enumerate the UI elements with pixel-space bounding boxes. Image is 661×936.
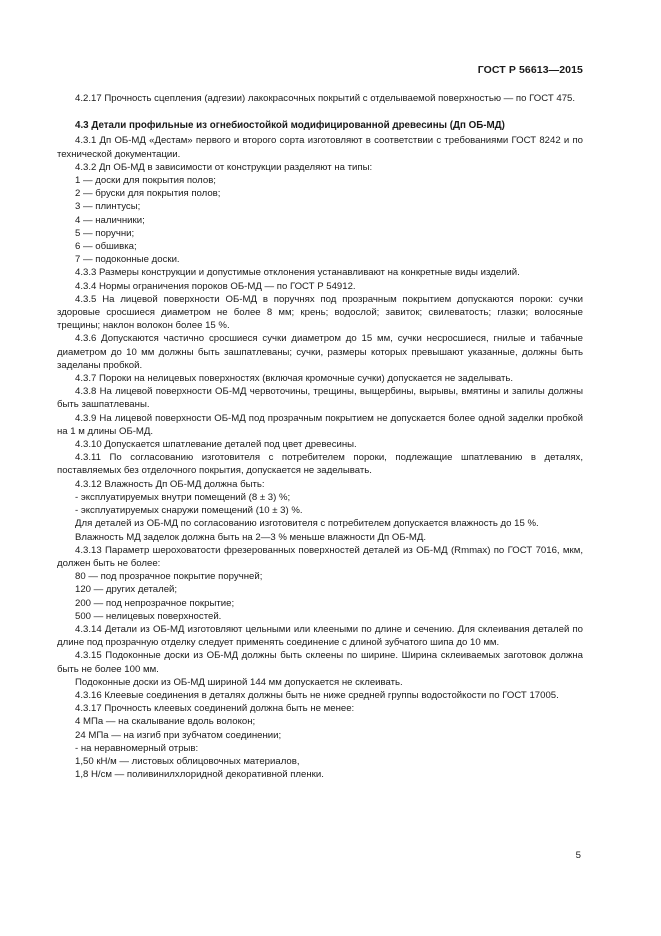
paragraph: 4.3.15 Подоконные доски из ОБ-МД должны быть склеены по ширине. Ширина склеиваемых заготовок должна быть не более 100 мм. <box>57 650 583 675</box>
document-code: ГОСТ Р 56613—2015 <box>477 64 583 76</box>
paragraph: 4.3.9 На лицевой поверхности ОБ-МД под прозрачным покрытием не допускается более одной заделки пробкой на 1 м длины ОБ-МД. <box>57 412 583 437</box>
paragraph: 4.3.13 Параметр шероховатости фрезерованных поверхностей деталей из ОБ-МД (Rmmax) по ГОСТ 7016, мкм, должен быть не более: <box>57 544 583 569</box>
page-number: 5 <box>575 850 581 861</box>
paragraph: 4.3.4 Нормы ограничения пороков ОБ-МД — по ГОСТ Р 54912. <box>75 280 356 292</box>
paragraph: 4.3.6 Допускаются частично сросшиеся сучки диаметром до 15 мм, сучки несросшиеся, гнилые и табачные диаметром до 10 мм должны быть зашпатлеваны; сучки, размеры которых превышают указанные, должны быть заделаны пробкой. <box>57 333 583 371</box>
list-item: 200 — под непрозрачное покрытие; <box>75 597 235 609</box>
paragraph: 4.3.5 На лицевой поверхности ОБ-МД в поручнях под прозрачным покрытием допускаются пороки: сучки здоровые сросшиеся диаметром не более 8 мм; крень; водослой; завиток; свилеватость; глазки; волосяные трещины; наклон волокон более 15 %. <box>57 293 583 332</box>
paragraph: 4.3.8 На лицевой поверхности ОБ-МД червоточины, трещины, выщербины, вырывы, вмятины и запилы должны быть зашпатлеваны. <box>57 386 583 411</box>
paragraph: 4.3.10 Допускается шпатлевание деталей под цвет древесины. <box>75 439 357 451</box>
section-heading: 4.3 Детали профильные из огнебиостойкой модифицированной древесины (Дп ОБ-МД) <box>75 120 505 132</box>
paragraph: 4.3.17 Прочность клеевых соединений должна быть не менее: <box>75 703 355 715</box>
list-item: 1,50 кН/м — листовых облицовочных материалов, <box>75 755 300 767</box>
list-item: 6 — обшивка; <box>75 241 137 253</box>
paragraph: 4.3.2 Дп ОБ-МД в зависимости от конструкции разделяют на типы: <box>75 161 373 173</box>
list-item: 7 — подоконные доски. <box>75 254 180 266</box>
list-item: 2 — бруски для покрытия полов; <box>75 188 221 200</box>
paragraph: 4.3.1 Дп ОБ-МД «Дестам» первого и второго сорта изготовляют в соответствии с требованиями ГОСТ 8242 и по технической документации. <box>57 135 583 160</box>
paragraph: 4.3.12 Влажность Дп ОБ-МД должна быть: <box>75 478 265 490</box>
list-item: 80 — под прозрачное покрытие поручней; <box>75 571 263 583</box>
list-item: - на неравномерный отрыв: <box>75 742 199 754</box>
list-item: - эксплуатируемых снаружи помещений (10 ± 3) %. <box>75 505 303 517</box>
paragraph: 4.2.17 Прочность сцепления (адгезии) лакокрасочных покрытий с отделываемой поверхностью — по ГОСТ 475. <box>75 93 576 104</box>
list-item: - эксплуатируемых внутри помещений (8 ± 3) %; <box>75 491 291 503</box>
list-item: 1 — доски для покрытия полов; <box>75 175 216 187</box>
list-item: 4 МПа — на скалывание вдоль волокон; <box>75 716 256 728</box>
list-item: 4 — наличники; <box>75 214 145 226</box>
paragraph: Подоконные доски из ОБ-МД шириной 144 мм допускается не склеивать. <box>75 676 403 688</box>
paragraph: 4.3.11 По согласованию изготовителя с потребителем пороки, подлежащие шпатлеванию в деталях, поставляемых без отделочного покрытия, допускается не заделывать. <box>57 452 583 477</box>
list-item: 5 — поручни; <box>75 227 135 239</box>
paragraph: Влажность МД заделок должна быть на 2—3 % меньше влажности Дп ОБ-МД. <box>75 531 427 543</box>
paragraph: 4.3.14 Детали из ОБ-МД изготовляют цельными или клееными по длине и сечению. Для склеивания деталей по длине под прозрачную отделку следует применять соединение с длиной зубчатого шипа до 10 мм. <box>57 623 583 649</box>
paragraph: 4.3.16 Клеевые соединения в деталях должны быть не ниже средней группы водостойкости по ГОСТ 17005. <box>75 689 559 701</box>
paragraph: 4.3.7 Пороки на нелицевых поверхностях (включая кромочные сучки) допускается не заделывать. <box>75 373 514 385</box>
list-item: 24 МПа — на изгиб при зубчатом соединении; <box>75 729 282 741</box>
list-item: 3 — плинтусы; <box>75 201 141 213</box>
list-item: 120 — других деталей; <box>75 584 178 596</box>
list-item: 1,8 Н/см — поливинилхлоридной декоративной пленки. <box>75 769 324 781</box>
document-body <box>57 92 583 781</box>
list-item: 500 — нелицевых поверхностей. <box>75 610 222 622</box>
paragraph: Для деталей из ОБ-МД по согласованию изготовителя с потребителем допускается влажность до 15 %. <box>75 518 539 530</box>
paragraph: 4.3.3 Размеры конструкции и допустимые отклонения устанавливают на конкретные виды изделий. <box>75 267 520 279</box>
